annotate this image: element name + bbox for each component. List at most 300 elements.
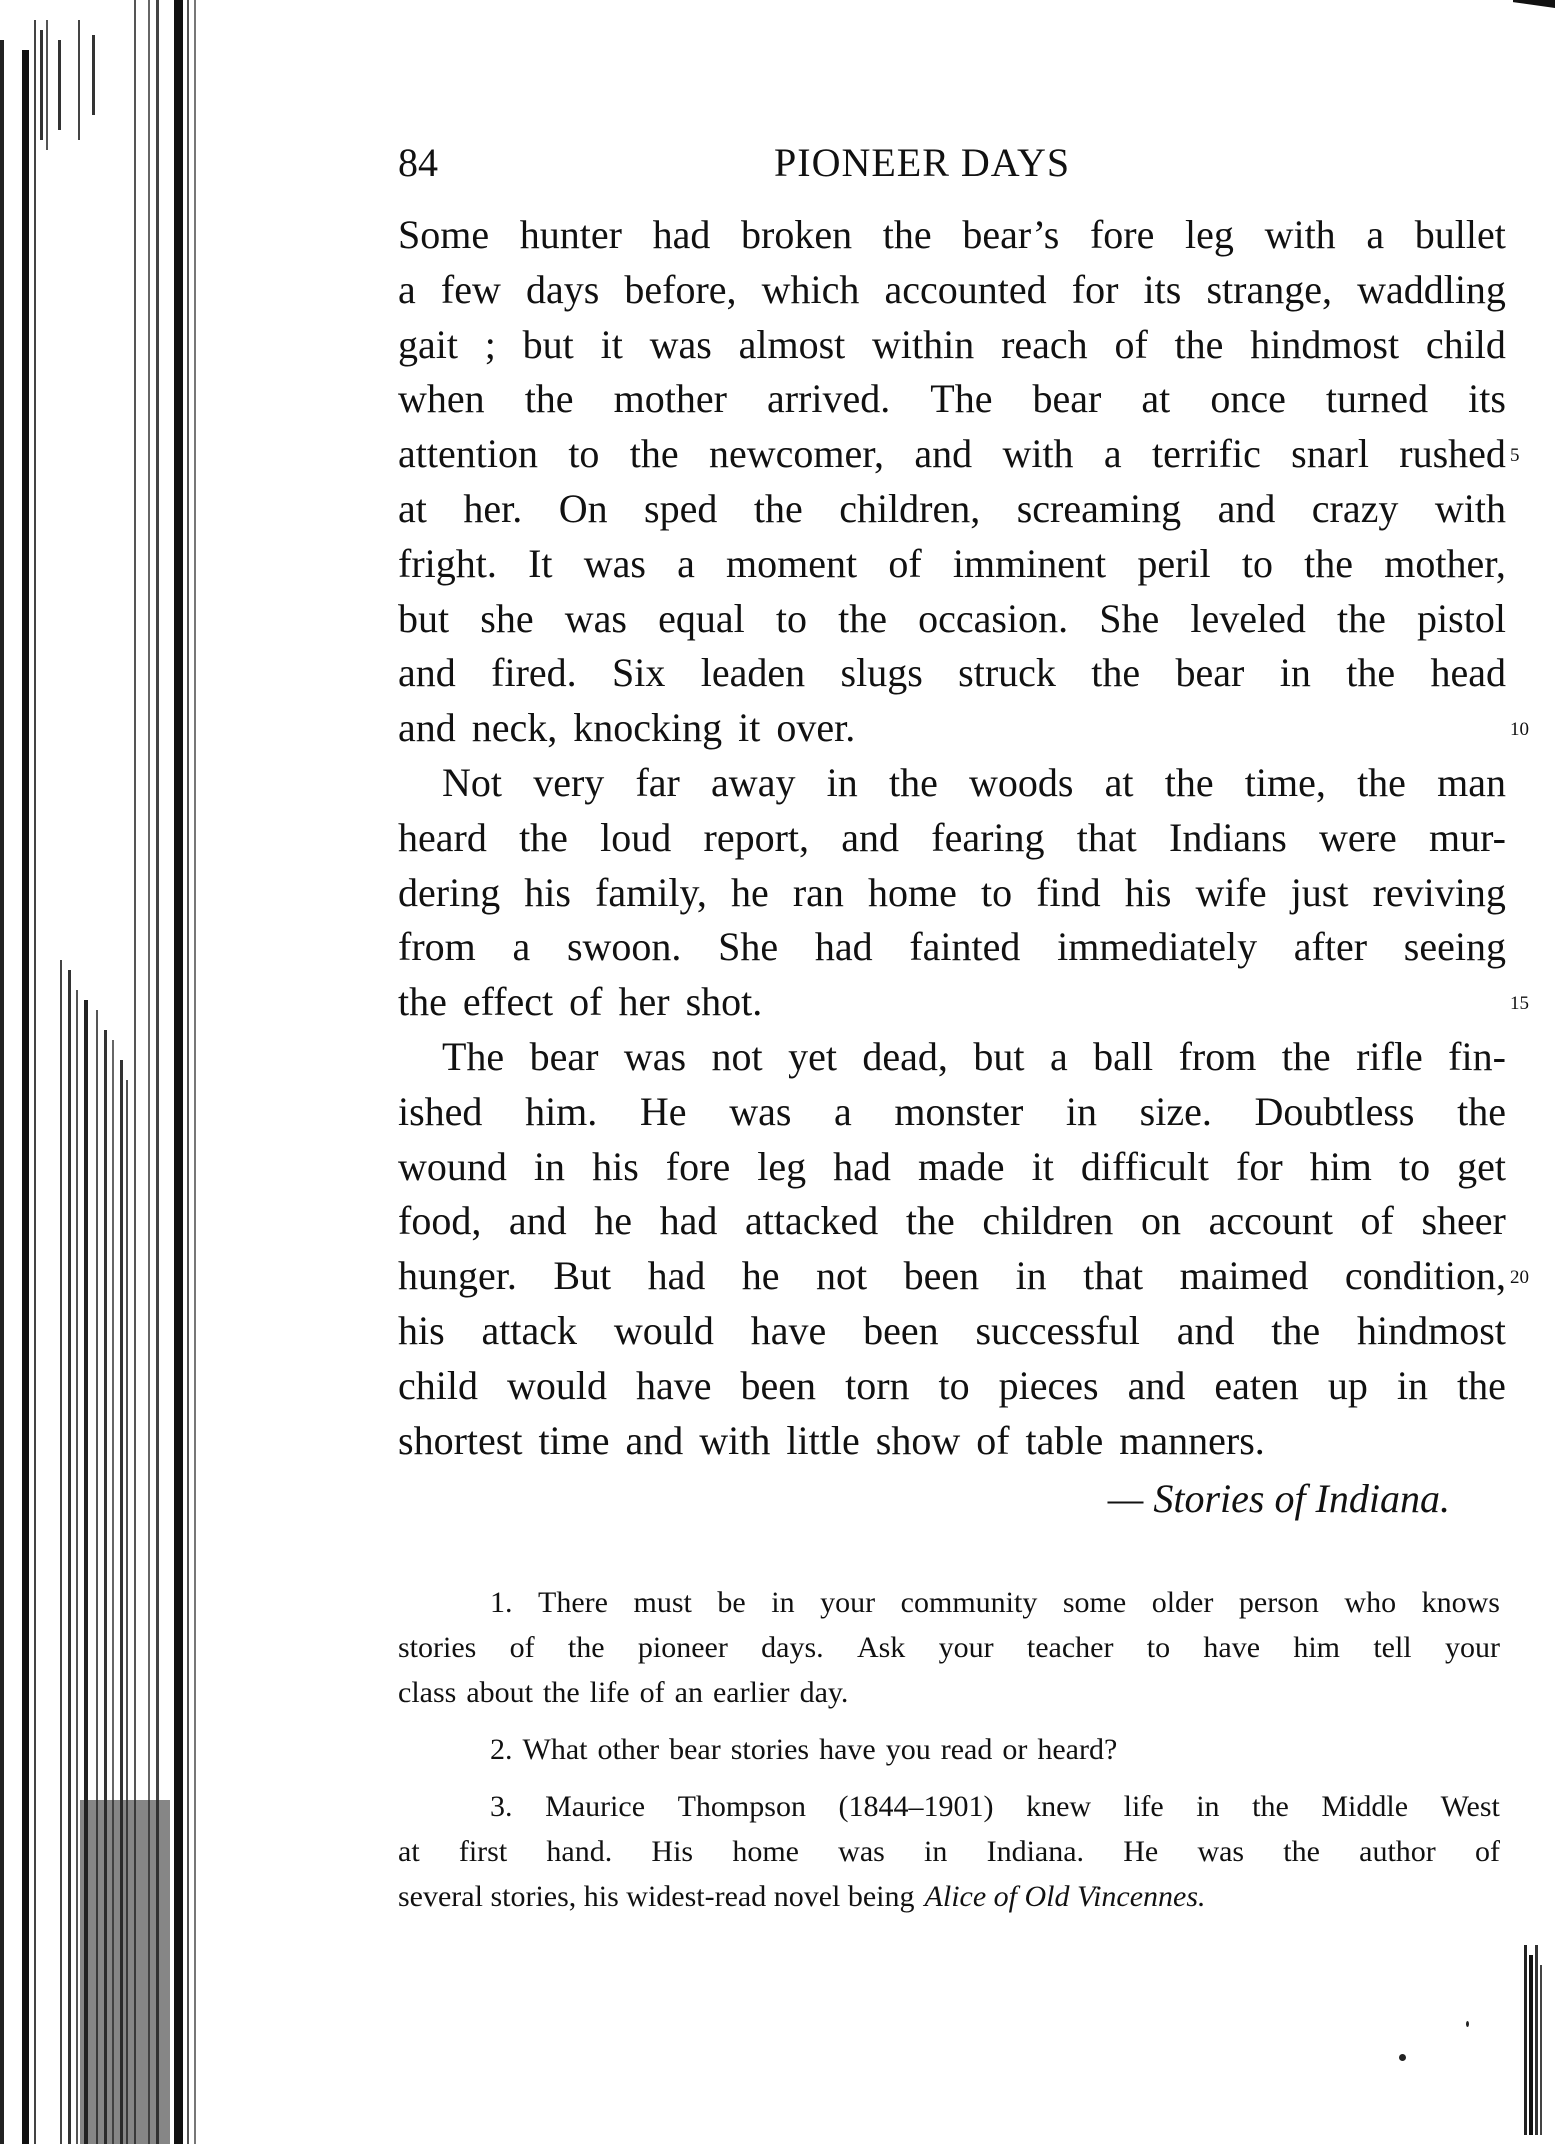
note-text: several stories, his widest-read novel being [398,1880,915,1913]
note-line [398,1874,1500,1919]
word: of [976,1417,1010,1463]
word: turned [1325,376,1429,422]
word: but [398,595,450,641]
word: loud [600,814,672,860]
word: knew [1026,1790,1092,1823]
text-line [398,811,1506,866]
word: report, [703,814,810,860]
word: but [973,1033,1025,1079]
word: the [629,431,679,477]
word: in [924,1835,948,1868]
word: Ask [856,1631,906,1664]
word: the [1457,1088,1506,1134]
word: her. [463,485,523,531]
word: from [1178,1033,1257,1079]
word: the [1304,540,1354,586]
word: about [466,1676,533,1709]
word: arrived. [766,376,891,422]
word: with [1434,485,1506,531]
word: which [761,266,860,312]
word: knows [1421,1586,1500,1619]
word: but [522,321,574,367]
word: the [905,1198,955,1244]
word: with [699,1417,771,1463]
word: that [1083,1253,1144,1299]
word: when [398,376,485,422]
word: first [458,1835,508,1868]
word: you [885,1733,931,1766]
word: attacked [745,1198,879,1244]
word: far [635,759,680,805]
word: not [816,1253,868,1299]
paragraph [398,1030,1529,1468]
word: He [1123,1835,1159,1868]
binding-edge [0,0,210,2144]
word: its [1468,376,1506,422]
word: ball [1093,1033,1154,1079]
word: a [1103,431,1122,477]
page-number: 84 [398,140,438,185]
word: was [564,595,627,641]
word: person [1238,1586,1319,1619]
word: the [1164,759,1214,805]
word: away [711,759,796,805]
word: fainted [909,924,1021,970]
word: the [888,759,938,805]
word: your [1444,1631,1500,1664]
word: child [398,1362,478,1408]
word: the [1346,650,1396,696]
word: time [538,1417,610,1463]
word: He [639,1088,687,1134]
word: and [508,1198,567,1244]
paragraph [398,208,1529,756]
word: were [1319,814,1397,860]
word: to [938,1362,970,1408]
word: been [863,1307,939,1353]
text-line [398,1249,1529,1304]
word: had [814,924,873,970]
word: reviving [1372,869,1506,915]
text-line [398,920,1506,975]
word: it [738,705,761,751]
word: heard [398,814,487,860]
word: shot. [685,979,763,1025]
word: hindmost [1250,321,1400,367]
word: wife [1195,869,1267,915]
word: monster [894,1088,1024,1134]
word: accounted [884,266,1047,312]
word: Middle [1321,1790,1409,1823]
word: an [674,1676,703,1709]
word: fore [665,1143,731,1189]
word: that [1076,814,1137,860]
text-line [398,866,1506,921]
word: eaten [1214,1362,1299,1408]
word: teacher [1026,1631,1114,1664]
word: the [398,979,447,1025]
word: within [872,321,975,367]
word: would [507,1362,607,1408]
word: other [597,1733,660,1766]
word: of [569,979,603,1025]
word: The [930,376,993,422]
word: days. [761,1631,824,1664]
word: gait [398,321,458,367]
word: for [1236,1143,1283,1189]
word: ran [792,869,844,915]
word: newcomer, [709,431,884,477]
note-line [398,1625,1500,1670]
word: ; [484,321,496,367]
word: him [1309,1143,1372,1189]
word: in [1396,1362,1428,1408]
word: There [538,1586,608,1619]
word: ished [398,1088,483,1134]
word: terrific [1152,431,1261,477]
word: to [980,869,1013,915]
word: pistol [1417,595,1506,641]
note-item [398,1784,1500,1919]
word: the [1174,321,1224,367]
word: class [398,1676,457,1709]
word: hunter [519,212,622,257]
word: the [1456,1362,1506,1408]
word: the [838,595,887,641]
word: have [750,1307,827,1353]
word: in [1196,1790,1220,1823]
word: older [1151,1586,1214,1619]
word: after [1293,924,1368,970]
word: stories [398,1631,477,1664]
word: leg [1185,212,1234,257]
word: once [1210,376,1286,422]
word: It [528,540,553,586]
word: attention [398,431,538,477]
word: he [730,869,769,915]
word: What [522,1733,588,1766]
scan-speck [1466,2021,1469,2027]
word: rushed [1399,431,1506,477]
note-line [398,1580,1500,1625]
word: seeing [1403,924,1506,970]
word: equal [658,595,745,641]
word: bear [1175,650,1245,696]
word: the [567,1631,605,1664]
word: day. [799,1676,849,1709]
word: hand. [546,1835,613,1868]
word: sheer [1421,1198,1506,1244]
text-line [398,1194,1506,1249]
word: very [533,759,605,805]
word: mur- [1428,814,1506,860]
text-line [398,975,1529,1030]
scan-corner-mark [1513,0,1555,8]
word: bear [669,1733,721,1766]
word: broken [741,212,853,257]
word: your [820,1586,876,1619]
text-line [398,1030,1506,1085]
word: account [1208,1198,1333,1244]
word: in [826,759,858,805]
note-line [398,1829,1500,1874]
word: fright. [398,540,497,586]
word: 3. [490,1790,513,1823]
word: Indiana. [986,1835,1085,1868]
word: have [1203,1631,1261,1664]
text-line [398,427,1520,482]
word: fin- [1448,1033,1506,1079]
word: 2. [490,1733,513,1766]
word: reach [1001,321,1088,367]
word: child [1425,321,1506,367]
word: the [1357,759,1406,805]
word: But [553,1253,612,1299]
word: fearing [931,814,1045,860]
note-item [398,1580,1500,1715]
word: screaming [1016,485,1182,531]
word: occasion. [918,595,1069,641]
word: little [786,1417,860,1463]
word: of [509,1631,535,1664]
word: a [677,540,695,586]
word: to [775,595,807,641]
word: a [512,924,531,970]
word: to [1146,1631,1171,1664]
word: almost [738,321,846,367]
word: he [594,1198,633,1244]
word: life [589,1676,630,1709]
word: The [442,1033,505,1079]
word: the [1252,1790,1289,1823]
word: strange, [1206,266,1332,312]
word: a [398,266,416,312]
word: time, [1244,759,1326,805]
word: home [868,869,957,915]
word: a [1366,212,1385,257]
text-line [398,701,1529,756]
word: mother [613,376,727,422]
word: in [1279,650,1311,696]
paragraph [398,756,1529,1030]
word: stories [730,1733,810,1766]
word: yet [788,1033,837,1079]
word: from [398,924,476,970]
word: it [600,321,623,367]
word: attack [481,1307,578,1353]
word: was [623,1033,687,1079]
word: its [1143,266,1182,312]
study-notes [398,1580,1500,1919]
word: had [659,1198,718,1244]
running-head: PIONEER DAYS [774,140,1071,185]
word: the [519,814,568,860]
word: would [613,1307,714,1353]
word: in [1015,1253,1047,1299]
word: author [1359,1835,1436,1868]
word: the [524,376,574,422]
word: effect [462,979,554,1025]
word: a [834,1088,852,1134]
word: at [1104,759,1134,805]
word: fired. [491,650,577,696]
word: hunger. [398,1253,517,1299]
word: the [1091,650,1141,696]
note-item [398,1727,1500,1772]
word: She [1099,595,1160,641]
word: made [917,1143,1005,1189]
word: Some [398,212,490,257]
word: maimed [1179,1253,1309,1299]
word: to [1398,1143,1431,1189]
word: for [1071,266,1119,312]
word: and [841,814,900,860]
word: over. [776,705,856,751]
text-line [398,592,1506,647]
word: at [398,485,427,531]
word: the [1281,1033,1331,1079]
word: difficult [1080,1143,1209,1189]
word: children, [839,485,981,531]
word: mother, [1384,540,1506,586]
body-text [398,208,1529,1527]
word: head [1430,650,1506,696]
word: man [1437,759,1506,805]
word: was [583,540,646,586]
word: slugs [840,650,923,696]
word: his [592,1143,639,1189]
word: had [647,1253,706,1299]
word: of [1360,1198,1394,1244]
word: had [652,212,711,257]
word: rifle [1356,1033,1423,1079]
word: leaden [700,650,806,696]
word: Indians [1169,814,1287,860]
text-line [398,318,1506,373]
word: His [651,1835,694,1868]
word: and [914,431,973,477]
word: sped [644,485,718,531]
word: moment [726,540,858,586]
text-line [398,372,1506,427]
word: and [1127,1362,1186,1408]
line-number: 15 [1510,993,1529,1015]
note-line [398,1784,1500,1829]
word: tell [1373,1631,1412,1664]
word: with [1264,212,1336,257]
word: be [717,1586,746,1619]
word: food, [398,1198,482,1244]
text-line [398,646,1506,701]
word: Six [612,650,666,696]
word: read [940,1733,993,1766]
word: West [1440,1790,1500,1823]
word: was [729,1088,792,1134]
word: heard? [1037,1733,1118,1766]
word: home [732,1835,799,1868]
word: the [753,485,803,531]
word: in [533,1143,566,1189]
note-line [398,1670,1500,1715]
word: up [1327,1362,1368,1408]
word: been [903,1253,980,1299]
word: pioneer [637,1631,728,1664]
word: immediately [1057,924,1258,970]
word: or [1002,1733,1028,1766]
word: he [741,1253,780,1299]
text-line [398,1304,1506,1359]
word: and [1176,1307,1235,1353]
word: swoon. [566,924,682,970]
word: condition, [1344,1253,1506,1299]
word: show [875,1417,961,1463]
line-number: 20 [1510,1267,1529,1289]
text-line [398,1085,1506,1140]
word: life [1123,1790,1164,1823]
word: the [542,1676,580,1709]
word: get [1457,1143,1506,1189]
word: successful [975,1307,1140,1353]
word: to [1241,540,1273,586]
word: was [649,321,712,367]
word: was [1197,1835,1245,1868]
word: torn [845,1362,910,1408]
word: the [882,212,932,257]
word: wound [398,1143,507,1189]
word: snarl [1291,431,1369,477]
word: who [1344,1586,1397,1619]
text-line [398,537,1506,592]
word: bear [529,1033,599,1079]
word: table [1025,1417,1104,1463]
word: (1844–1901) [838,1790,994,1823]
word: just [1290,869,1349,915]
word: a [1049,1033,1068,1079]
word: him. [525,1088,598,1134]
word: woods [969,759,1074,805]
word: with [1002,431,1074,477]
word: and [398,650,456,696]
text-line [398,482,1506,537]
word: hindmost [1357,1307,1506,1353]
scan-speck [1399,2054,1406,2061]
word: been [740,1362,817,1408]
word: in [1065,1088,1098,1134]
word: leveled [1190,595,1306,641]
page-header [398,138,1158,188]
word: and [625,1417,684,1463]
word: of [639,1676,665,1709]
word: family, [595,869,707,915]
word: his [1124,869,1172,915]
word: size. [1139,1088,1212,1134]
word: have [636,1362,712,1408]
word: community [900,1586,1038,1619]
word: shortest [398,1417,523,1463]
word: crazy [1311,485,1399,531]
word: at [398,1835,420,1868]
text-line [398,208,1506,263]
word: her [618,979,670,1025]
word: days [525,266,600,312]
word: knocking [573,705,723,751]
word: his [398,1307,445,1353]
attribution: — Stories of Indiana. [1107,1476,1450,1522]
scan-edge-bars [1522,1945,1544,2135]
word: earlier [712,1676,790,1709]
word: in [771,1586,795,1619]
word: was [838,1835,885,1868]
